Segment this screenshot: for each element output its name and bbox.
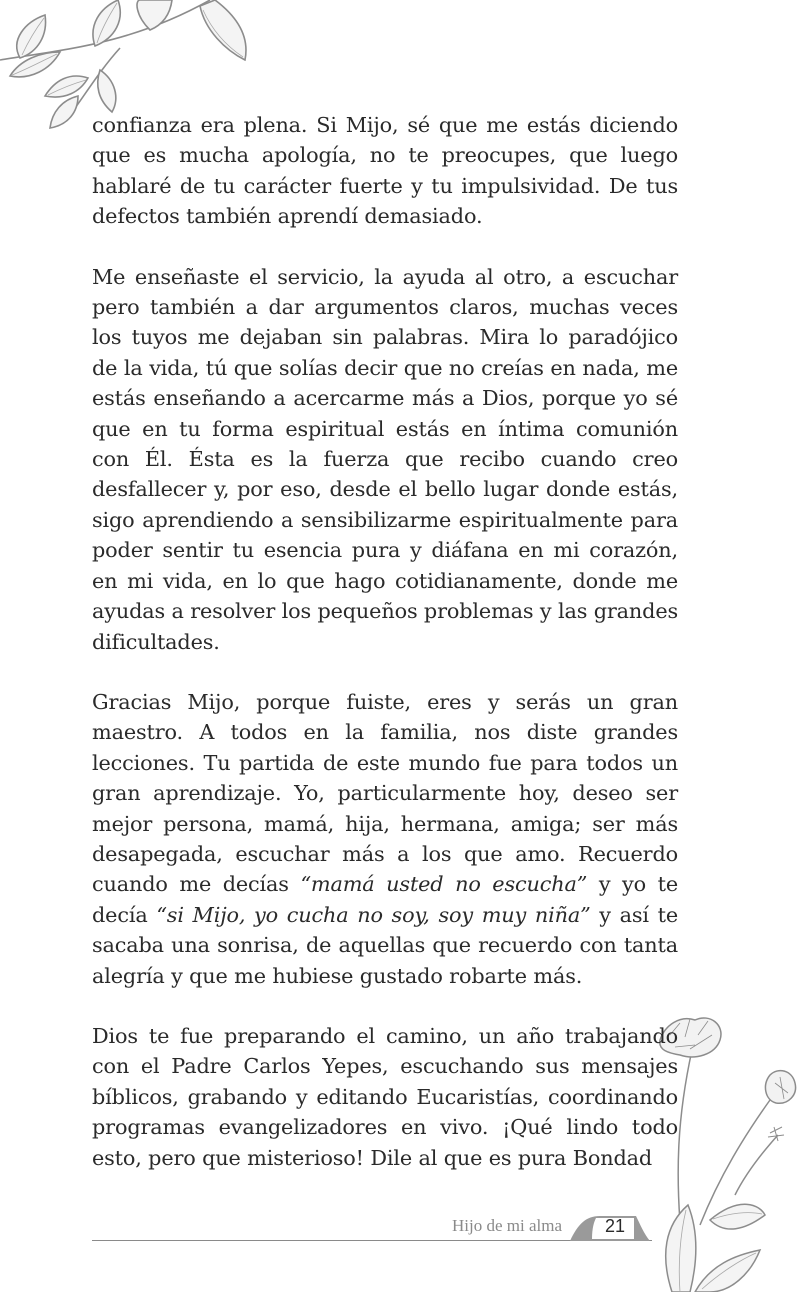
paragraph-3-part-1: Gracias Mijo, porque fuiste, eres y serás un gran maestro. A todos en la familia, nos diste grandes lecciones. Tu partida de este mundo fue para todos un gran aprendizaje. Yo, particularmente hoy, deseo ser mejor persona, mamá, hija, hermana, amiga; ser más desapegada, escuchar más a los que amo. Recuerdo cuando me decías bbox=[92, 689, 678, 897]
paragraph-3-part-2: y yo te decía bbox=[92, 872, 678, 927]
paragraph-4: Dios te fue preparando el camino, un año trabajando con el Padre Carlos Yepes, escuchando sus mensajes bíblicos, grabando y editando Eucaristías, coordinando programas evangelizadores en vivo. ¡Qué lindo todo esto, pero que misterioso! Dile al que es pura Bondad bbox=[92, 1023, 678, 1170]
footer-rule bbox=[92, 1240, 652, 1241]
page-footer bbox=[92, 1214, 652, 1244]
paragraph-1: confianza era plena. Si Mijo, sé que me estás diciendo que es mucha apología, no te preocupes, que luego hablaré de tu carácter fuerte y tu impulsividad. De tus defectos también aprendí demasiado. bbox=[92, 113, 678, 229]
page-body bbox=[92, 110, 678, 1203]
book-title: Hijo de mi alma bbox=[451, 1216, 562, 1235]
paragraph-3-part-3: y así te sacaba una sonrisa, de aquellas que recuerdo con tanta alegría y que me hubiese gustado robarte más. bbox=[92, 902, 679, 988]
quote-mama: “mamá usted no escucha” bbox=[300, 872, 588, 897]
paragraph-3 bbox=[92, 687, 678, 991]
paragraph-2: Me enseñaste el servicio, la ayuda al otro, a escuchar pero también a dar argumentos claros, muchas veces los tuyos me dejaban sin palabras. Mira lo paradójico de la vida, tú que solías decir que no creías en nada, me estás enseñando a acercarme más a Dios, porque yo sé que en tu forma espiritual estás en íntima comunión con Él. Ésta es la fuerza que recibo cuando creo desfallecer y, por eso, desde el bello lugar donde estás, sigo aprendiendo a sensibilizarme espiritualmente para poder sentir tu esencia pura y diáfana en mi corazón, en mi vida, en lo que hago cotidianamente, donde me ayudas a resolver los pequeños problemas y las grandes dificultades. bbox=[92, 264, 678, 654]
quote-mijo: “si Mijo, yo cucha no soy, soy muy niña” bbox=[156, 902, 591, 927]
page-number: 21 bbox=[604, 1216, 626, 1236]
